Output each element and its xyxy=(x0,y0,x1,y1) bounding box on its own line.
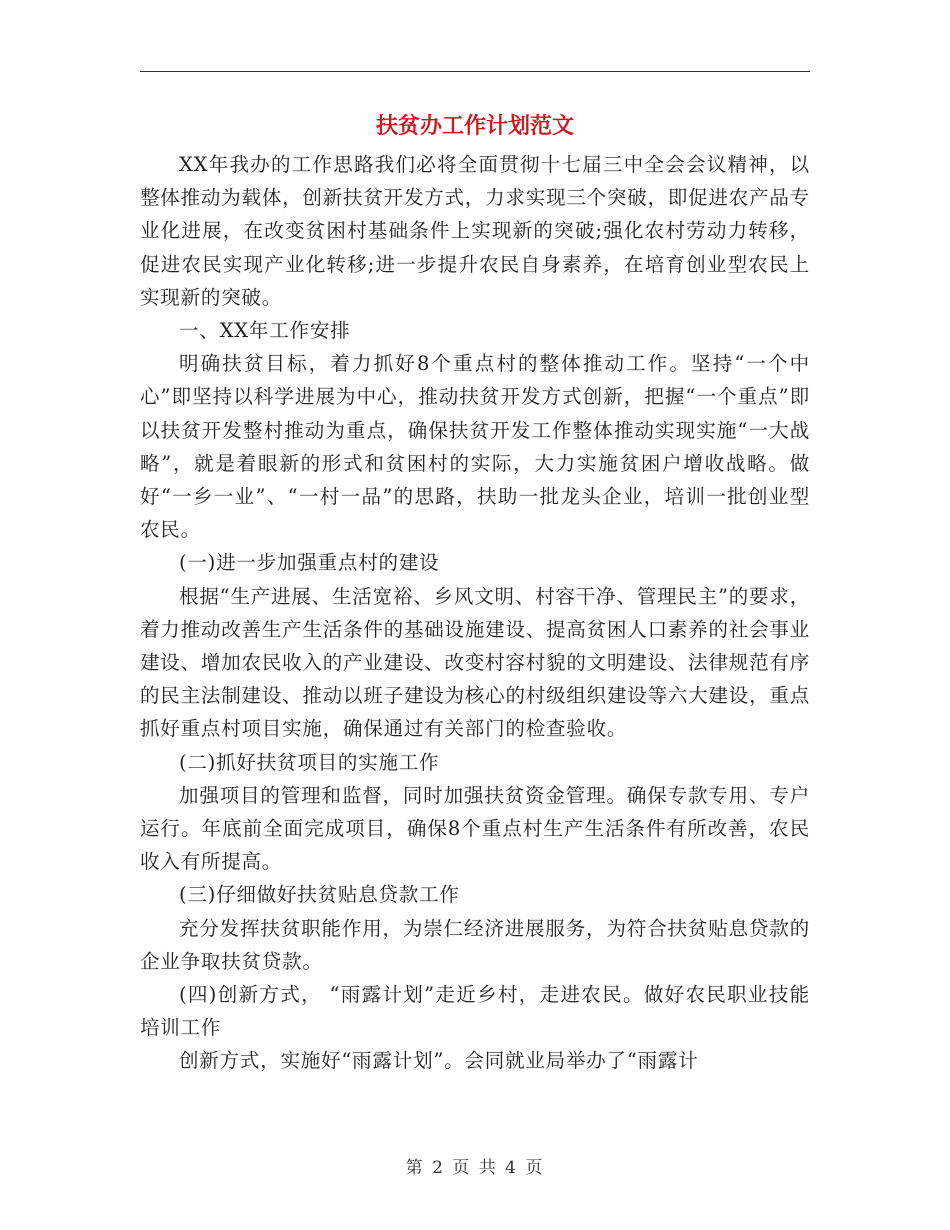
subsection-heading-2: (二)抓好扶贫项目的实施工作 xyxy=(179,750,440,774)
document-title: 扶贫办工作计划范文 xyxy=(375,113,574,139)
section-heading-1: 一、XX年工作安排 xyxy=(179,319,351,343)
footer-total-pages: 4 xyxy=(505,1158,518,1178)
footer-middle: 页 共 xyxy=(452,1158,498,1178)
header-rule xyxy=(140,71,810,72)
footer-prefix: 第 xyxy=(405,1158,425,1178)
paragraph-training: 创新方式，实施好“雨露计划”。会同就业局举办了“雨露计 xyxy=(179,1049,699,1073)
paragraph-key-villages: 根据“生产进展、生活宽裕、乡风文明、村容干净、管理民主”的要求，着力推动改善生产生活条件的基础设施建设、提高贫困人口素养的社会事业建设、增加农民收入的产业建设、改变村容村貌的文明建设、法律规范有序的民主法制建设、推动以班子建设为核心的村级组织建设等六大建设，重点抓好重点村项目实施，确保通过有关部门的检查验收。 xyxy=(140,584,810,741)
paragraph-projects: 加强项目的管理和监督，同时加强扶贫资金管理。确保专款专用、专户运行。年底前全面完成项目，确保8个重点村生产生活条件有所改善，农民收入有所提高。 xyxy=(140,783,810,874)
page-footer xyxy=(0,1153,950,1178)
subsection-heading-3: (三)仔细做好扶贫贴息贷款工作 xyxy=(179,883,460,907)
subsection-heading-1: (一)进一步加强重点村的建设 xyxy=(179,551,440,575)
subsection-heading-4: (四)创新方式， “雨露计划”走近乡村，走进农民。做好农民职业技能培训工作 xyxy=(140,983,810,1040)
document-body xyxy=(140,148,810,1078)
paragraph-loans: 充分发挥扶贫职能作用，为崇仁经济进展服务，为符合扶贫贴息贷款的企业争取扶贫贷款。 xyxy=(140,916,810,973)
footer-current-page: 2 xyxy=(432,1158,445,1178)
paragraph-goals: 明确扶贫目标，着力抓好8个重点村的整体推动工作。坚持“一个中心”即坚持以科学进展为中心，推动扶贫开发方式创新，把握“一个重点”即以扶贫开发整村推动为重点，确保扶贫开发工作整体推动实现实施“一大战略”，就是着眼新的形式和贫困村的实际，大力实施贫困户增收战略。做好“一乡一业”、“一村一品”的思路，扶助一批龙头企业，培训一批创业型农民。 xyxy=(140,352,810,542)
paragraph-intro: XX年我办的工作思路我们必将全面贯彻十七届三中全会会议精神，以整体推动为载体，创新扶贫开发方式，力求实现三个突破，即促进农产品专业化进展，在改变贫困村基础条件上实现新的突破;强化农村劳动力转移，促进农民实现产业化转移;进一步提升农民自身素养，在培育创业型农民上实现新的突破。 xyxy=(140,153,810,309)
footer-suffix: 页 xyxy=(525,1158,545,1178)
